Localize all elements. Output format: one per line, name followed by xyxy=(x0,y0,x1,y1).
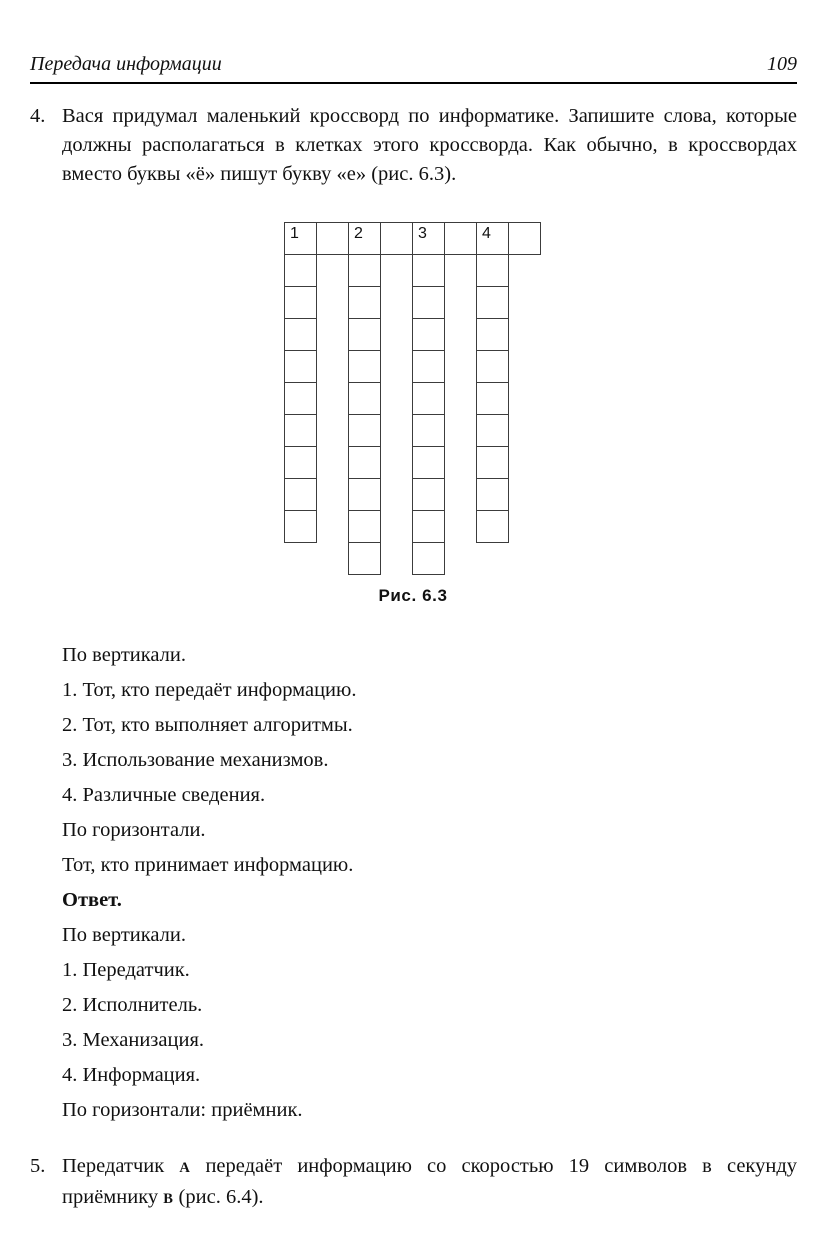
page-header xyxy=(30,53,797,84)
crossword-cell xyxy=(476,414,509,447)
crossword-cell xyxy=(348,254,381,287)
crossword-cell xyxy=(348,478,381,511)
crossword-cell xyxy=(412,414,445,447)
crossword-cell xyxy=(476,350,509,383)
crossword-cell xyxy=(412,318,445,351)
crossword-grid xyxy=(284,222,541,575)
crossword-cell xyxy=(284,510,317,543)
task-5-text-part-2: передаёт информацию со скоростью 19 символов в секунду приёмнику xyxy=(62,1155,797,1208)
crossword-cell xyxy=(284,478,317,511)
crossword-cell xyxy=(412,350,445,383)
device-a-label: А xyxy=(179,1160,191,1176)
clue-2: 2. Тот, кто выполняет алгоритмы. xyxy=(62,714,353,736)
task-5-text-part-1: Передатчик xyxy=(62,1155,180,1177)
task-5-number: 5. xyxy=(30,1155,46,1177)
clue-horizontal: Тот, кто принимает информацию. xyxy=(62,854,354,876)
crossword-cell xyxy=(348,350,381,383)
crossword-cell xyxy=(284,350,317,383)
crossword-cell xyxy=(476,510,509,543)
crossword-cell-numbered xyxy=(348,222,381,255)
crossword-cell xyxy=(284,318,317,351)
page-number: 109 xyxy=(767,53,797,75)
task-4 xyxy=(30,102,797,189)
answer-2: 2. Исполнитель. xyxy=(62,994,203,1016)
figure-caption: Рис. 6.3 xyxy=(378,586,448,605)
crossword-number: 3 xyxy=(418,225,427,242)
crossword-cell xyxy=(348,510,381,543)
crossword-cell xyxy=(412,510,445,543)
crossword-cell xyxy=(444,222,477,255)
task-4-text: Вася придумал маленький кроссворд по информатике. Запишите слова, которые должны располагаться в клетках этого кроссворда. Как обычно, в кроссвордах вместо буквы «ё» пишут букву «е» (рис. 6.3). xyxy=(62,105,797,185)
crossword-cell xyxy=(412,382,445,415)
crossword-cell xyxy=(476,318,509,351)
crossword-cell xyxy=(348,382,381,415)
crossword-cell xyxy=(348,286,381,319)
crossword-cell xyxy=(476,446,509,479)
clue-3: 3. Использование механизмов. xyxy=(62,749,329,771)
crossword-cell xyxy=(380,222,413,255)
crossword-cell xyxy=(284,254,317,287)
clues-block xyxy=(62,638,797,1128)
task-4-number: 4. xyxy=(30,105,46,127)
clues-vertical-heading: По вертикали. xyxy=(62,644,187,666)
clues-horizontal-heading: По горизонтали. xyxy=(62,819,206,841)
clue-4: 4. Различные сведения. xyxy=(62,784,266,806)
crossword-cell xyxy=(508,222,541,255)
task-5 xyxy=(30,1152,797,1214)
crossword-cell xyxy=(284,286,317,319)
crossword-cell xyxy=(412,478,445,511)
crossword-cell xyxy=(284,446,317,479)
device-b-label: В xyxy=(163,1191,174,1207)
answer-3: 3. Механизация. xyxy=(62,1029,204,1051)
clue-1: 1. Тот, кто передаёт информацию. xyxy=(62,679,357,701)
crossword-cell xyxy=(348,318,381,351)
answer-horizontal: По горизонтали: приёмник. xyxy=(62,1099,303,1121)
crossword-cell xyxy=(476,286,509,319)
crossword-cell xyxy=(348,414,381,447)
crossword-cell xyxy=(316,222,349,255)
crossword-number: 2 xyxy=(354,225,363,242)
crossword-cell xyxy=(476,254,509,287)
crossword-cell xyxy=(476,382,509,415)
answer-1: 1. Передатчик. xyxy=(62,959,190,981)
crossword-cell-numbered xyxy=(476,222,509,255)
answer-heading: Ответ. xyxy=(62,889,122,911)
crossword-cell xyxy=(284,382,317,415)
crossword-cell xyxy=(412,542,445,575)
crossword-cell xyxy=(412,446,445,479)
crossword-cell xyxy=(412,254,445,287)
crossword-cell xyxy=(284,414,317,447)
crossword-cell xyxy=(348,446,381,479)
task-5-text xyxy=(62,1152,797,1214)
task-5-text-part-3: (рис. 6.4). xyxy=(173,1186,264,1208)
crossword-cell-numbered xyxy=(412,222,445,255)
chapter-title: Передача информации xyxy=(30,53,222,75)
crossword-cell xyxy=(412,286,445,319)
answer-vertical-heading: По вертикали. xyxy=(62,924,187,946)
crossword-number: 4 xyxy=(482,225,491,242)
crossword-cell xyxy=(476,478,509,511)
crossword-cell xyxy=(348,542,381,575)
crossword-number: 1 xyxy=(290,225,299,242)
crossword-cell-numbered xyxy=(284,222,317,255)
answer-4: 4. Информация. xyxy=(62,1064,201,1086)
